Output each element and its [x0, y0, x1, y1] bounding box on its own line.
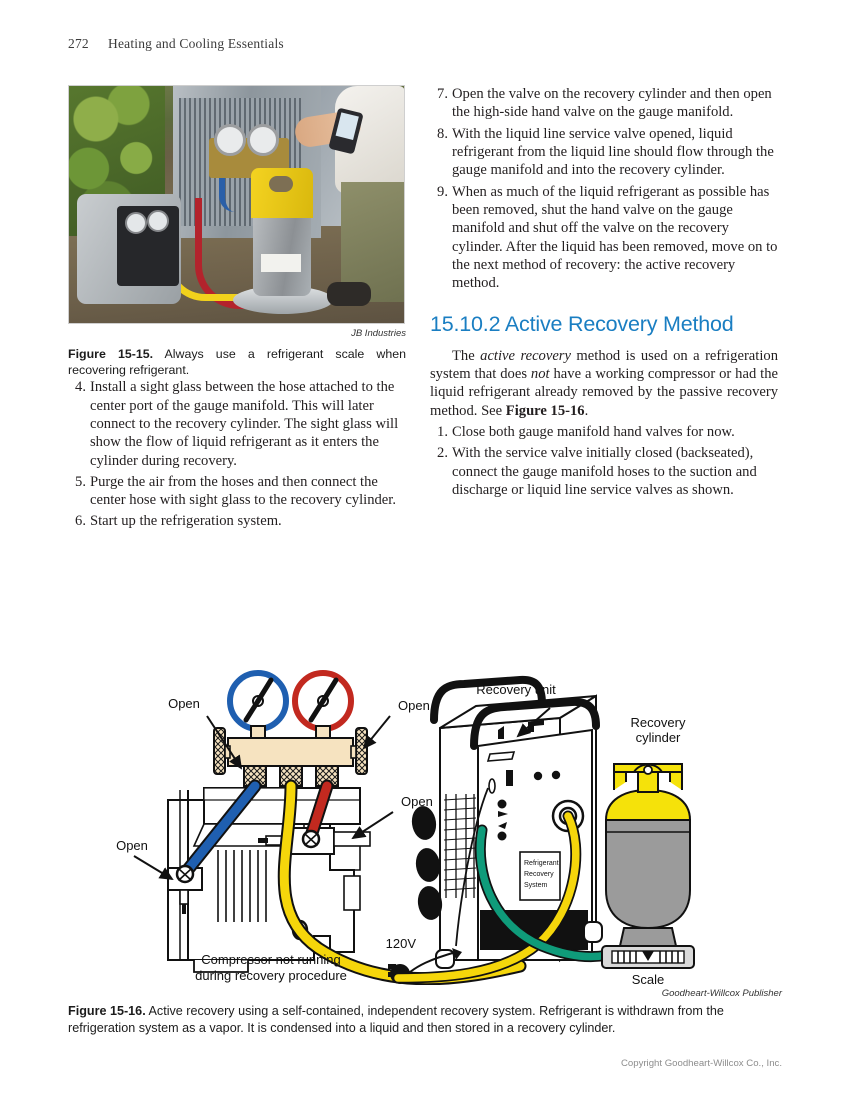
label-open-1: Open [168, 696, 200, 711]
figure-15-16-caption [68, 1003, 782, 1037]
figure-15-15-photo [68, 85, 405, 324]
figure-15-16-label: Figure 15-16. [68, 1004, 146, 1018]
list-marker: 8. [437, 125, 448, 142]
label-recovery-cylinder-1: Recovery [630, 715, 686, 730]
term-active-recovery: active recovery [480, 347, 571, 364]
paragraph-part-4: . [584, 402, 589, 419]
figure-15-15-caption-text: Always use a refrigerant scale when recovering refrigerant. [68, 347, 407, 378]
unit-plate-line-2: Recovery [524, 871, 554, 878]
left-column [68, 85, 406, 534]
list-marker: 5. [75, 473, 86, 490]
list-text: Purge the air from the hoses and then connect the center hose with sight glass to the recovery cylinder. [90, 473, 396, 509]
list-text: Close both gauge manifold hand valves for now. [452, 424, 735, 441]
list-marker: 1. [437, 424, 448, 441]
figure-15-15-label: Figure 15-15. [68, 347, 154, 361]
list-marker: 4. [75, 379, 86, 396]
figure-reference: Figure 15-16 [505, 402, 585, 419]
gauge-manifold [214, 673, 367, 786]
list-text: With the liquid line service valve opened, liquid refrigerant from the liquid line should flow through the gauge manifold and into the recovery cylinder. [452, 125, 774, 179]
label-compressor-2: during recovery procedure [195, 968, 347, 983]
list-item [430, 183, 778, 293]
label-open-2: Open [398, 698, 430, 713]
label-recovery-cylinder-2: cylinder [635, 730, 681, 745]
right-column-steps-bottom [430, 423, 778, 499]
copyright-notice: Copyright Goodheart-Willcox Co., Inc. [620, 1058, 782, 1069]
running-head [68, 36, 284, 52]
list-item [68, 512, 406, 530]
list-item [430, 423, 778, 441]
list-item [68, 473, 406, 510]
list-text: With the service valve initially closed (backseated), connect the gauge manifold hoses to the suction and discharge or liquid line service valves as shown. [452, 445, 757, 498]
section-paragraph [430, 347, 778, 420]
figure-15-15-caption [68, 346, 406, 378]
cylinder-label-photo-region [261, 254, 301, 272]
cylinder-handle-photo-region [269, 176, 293, 192]
label-voltage: 120V [385, 936, 416, 951]
label-open-3: Open [401, 794, 433, 809]
recovery-machine-gauge-1-photo-region [125, 212, 147, 234]
page-number: 272 [68, 36, 89, 51]
emphasis-not: not [530, 366, 550, 383]
paragraph-part-1: The [452, 347, 481, 364]
list-item [68, 378, 406, 470]
section-heading: 15.10.2 Active Recovery Method [430, 312, 734, 337]
unit-plate-line-1: Refrigerant [524, 860, 559, 867]
figure-15-16-diagram [68, 660, 782, 985]
label-recovery-unit: Recovery unit [476, 682, 556, 697]
figure-15-16-credit: Goodheart-Willcox Publisher [661, 988, 782, 999]
paragraph-part-2: method is used on a refrigeration system that does [430, 347, 778, 383]
label-open-4: Open [116, 838, 148, 853]
right-column [430, 85, 778, 502]
paragraph-part-3: have a working compressor or had the liquid refrigerant already removed by the passive recovery method. See [430, 366, 778, 419]
high-side-gauge-photo-region [247, 124, 279, 156]
recovery-cylinder [602, 764, 694, 968]
list-marker: 9. [437, 183, 448, 200]
recovery-machine-gauge-2-photo-region [147, 210, 169, 232]
label-scale: Scale [631, 972, 665, 985]
list-item [430, 125, 778, 180]
list-item [430, 85, 778, 122]
list-marker: 2. [437, 445, 448, 462]
book-title: Heating and Cooling Essentials [108, 36, 284, 51]
list-text: Start up the refrigeration system. [90, 513, 282, 530]
list-marker: 7. [437, 86, 448, 102]
figure-15-15-credit: JB Industries [351, 328, 406, 339]
list-text: Install a sight glass between the hose attached to the center port of the gauge manifold. This will later connect to the recovery cylinder. The sight glass will show the flow of liquid refrigerant as it enters the cylinder during recovery. [90, 379, 399, 469]
list-text: When as much of the liquid refrigerant as possible has been removed, shut the hand valve on the gauge manifold and shut off the valve on the recovery cylinder. After the liquid has been removed, move on to the next method of recovery: the active recovery method. [452, 183, 778, 292]
figure-15-16-caption-text: Active recovery using a self-contained, independent recovery system. Refrigerant is withdrawn from the refrigeration system as a vapor. It is condensed into a liquid and then stored in a recovery cylinder. [68, 1004, 724, 1035]
unit-plate-line-3: System [524, 882, 548, 889]
right-column-steps-top [430, 85, 778, 292]
label-compressor-1: Compressor not running [201, 952, 341, 967]
open-arrow-suction [134, 856, 172, 879]
list-text: Open the valve on the recovery cylinder and then open the high-side hand valve on the gauge manifold. [452, 86, 772, 121]
list-marker: 6. [75, 513, 86, 530]
list-item [430, 444, 778, 499]
low-side-gauge-photo-region [214, 124, 246, 156]
technician-shoe-photo-region [327, 282, 371, 306]
compressor-assembly [168, 788, 370, 972]
left-column-steps [68, 378, 406, 531]
